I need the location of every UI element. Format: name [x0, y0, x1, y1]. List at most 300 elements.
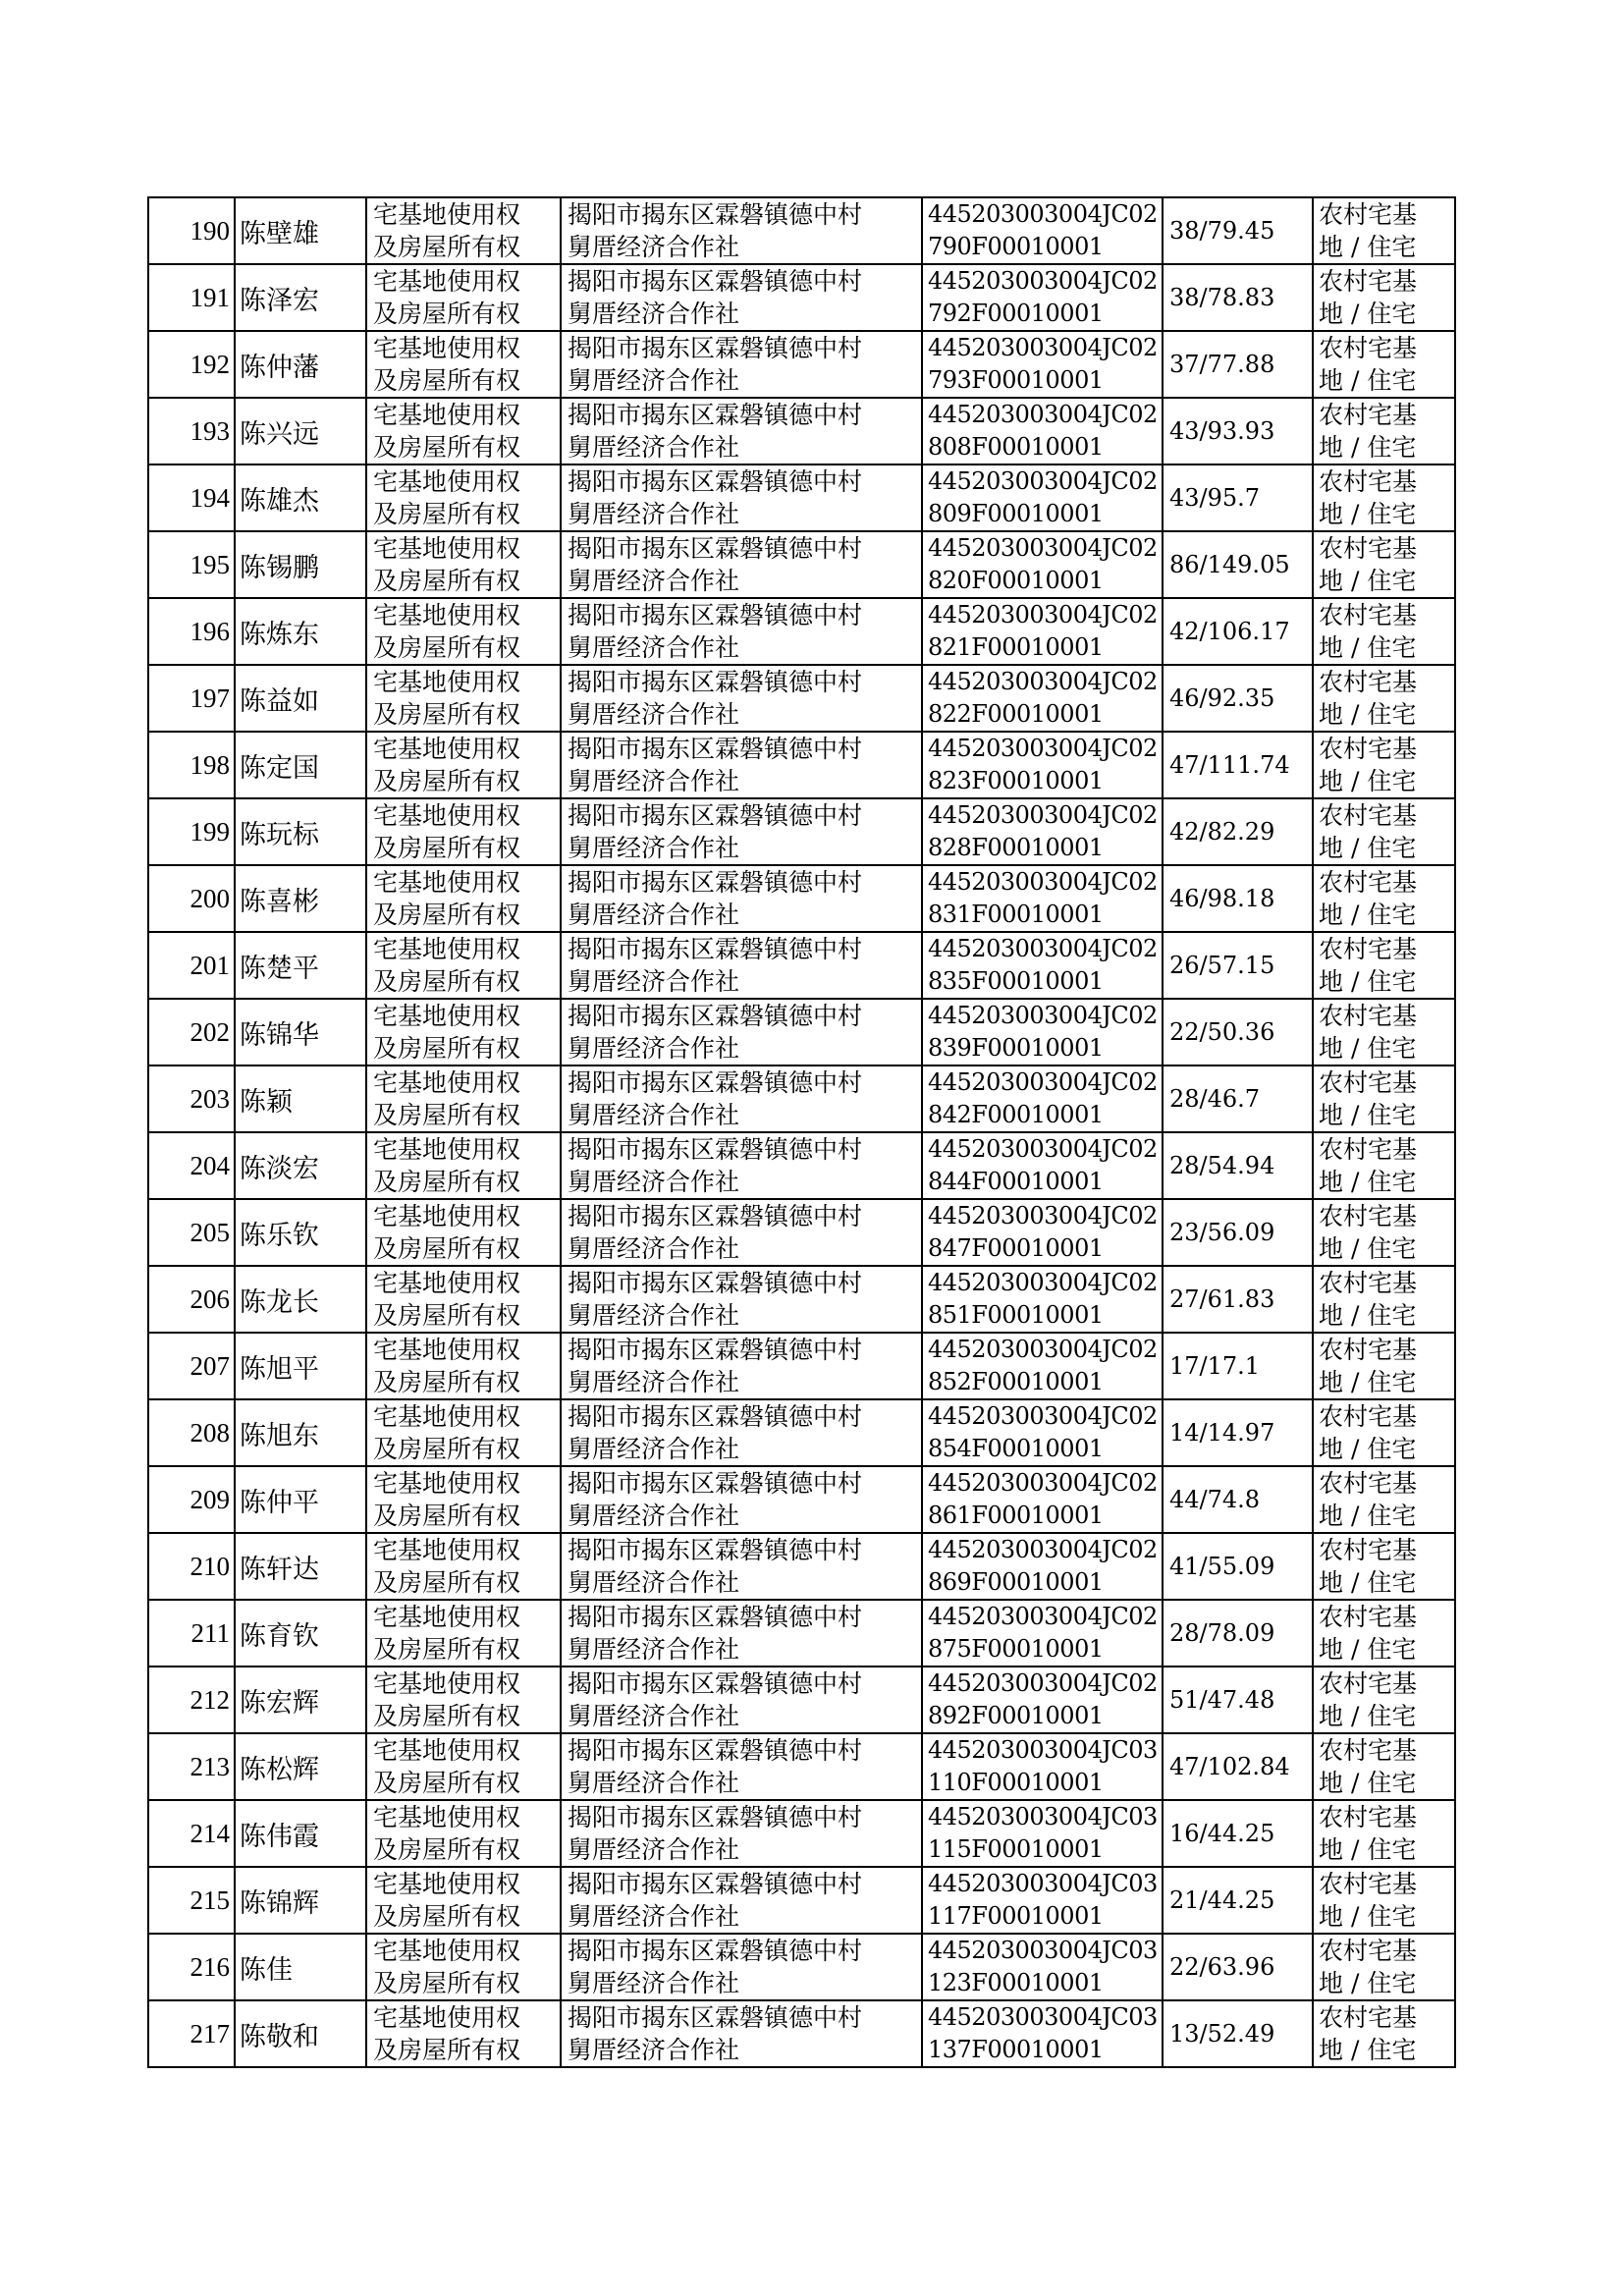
land-use-line-2: 地 / 住宅: [1319, 1301, 1417, 1330]
row-number: 192: [148, 331, 235, 398]
right-type-line-1: 宅基地使用权: [373, 735, 521, 763]
right-type-line-2: 及房屋所有权: [373, 767, 521, 795]
land-use-line-2: 地 / 住宅: [1319, 1435, 1417, 1463]
property-unit-code: [922, 264, 1163, 331]
property-unit-code-line-2: 828F00010001: [928, 834, 1104, 861]
area-value: 28/46.7: [1163, 1066, 1313, 1132]
table-row: [148, 464, 1455, 531]
owner-name: 陈锡鹏: [235, 531, 366, 598]
owner-organization-line-2: 舅厝经济合作社: [568, 567, 740, 595]
property-unit-code-line-2: 892F00010001: [928, 1702, 1104, 1729]
owner-organization-line-2: 舅厝经济合作社: [568, 1168, 740, 1196]
right-type-line-1: 宅基地使用权: [373, 1135, 521, 1164]
row-number: 208: [148, 1399, 235, 1466]
owner-organization-line-2: 舅厝经济合作社: [568, 2036, 740, 2064]
owner-organization: [561, 732, 922, 798]
land-use-line-2: 地 / 住宅: [1319, 1568, 1417, 1597]
land-use: [1313, 865, 1455, 932]
owner-organization-line-1: 揭阳市揭东区霖磐镇德中村: [568, 334, 863, 362]
property-unit-code: [922, 398, 1163, 464]
right-type-line-2: 及房屋所有权: [373, 1635, 521, 1664]
owner-organization-line-2: 舅厝经济合作社: [568, 1101, 740, 1129]
owner-organization-line-2: 舅厝经济合作社: [568, 834, 740, 862]
right-type: [366, 1266, 561, 1333]
property-unit-code-line-1: 445203003004JC02: [928, 1402, 1158, 1430]
property-unit-code-line-2: 854F00010001: [928, 1435, 1104, 1462]
right-type-line-1: 宅基地使用权: [373, 801, 521, 830]
owner-name: 陈轩达: [235, 1533, 366, 1600]
right-type-line-2: 及房屋所有权: [373, 2036, 521, 2064]
land-use-line-1: 农村宅基: [1319, 668, 1418, 696]
area-value: 26/57.15: [1163, 932, 1313, 999]
property-unit-code-line-1: 445203003004JC02: [928, 935, 1158, 962]
land-use-line-1: 农村宅基: [1319, 1336, 1418, 1364]
area-value: 28/78.09: [1163, 1600, 1313, 1667]
land-use-line-2: 地 / 住宅: [1319, 567, 1417, 595]
table-row: [148, 1533, 1455, 1600]
owner-organization-line-1: 揭阳市揭东区霖磐镇德中村: [568, 801, 863, 830]
property-unit-code: [922, 1132, 1163, 1199]
register-table-body: [148, 197, 1455, 2067]
register-table: [147, 196, 1456, 2068]
table-row: [148, 1466, 1455, 1533]
area-value: 86/149.05: [1163, 531, 1313, 598]
property-unit-code-line-1: 445203003004JC02: [928, 735, 1158, 762]
owner-organization: [561, 464, 922, 531]
right-type-line-1: 宅基地使用权: [373, 1603, 521, 1631]
owner-organization-line-2: 舅厝经济合作社: [568, 1702, 740, 1730]
area-value: 28/54.94: [1163, 1132, 1313, 1199]
property-unit-code: [922, 464, 1163, 531]
land-use-line-1: 农村宅基: [1319, 1269, 1418, 1297]
table-row: [148, 598, 1455, 665]
area-value: 13/52.49: [1163, 2000, 1313, 2067]
table-row: [148, 665, 1455, 732]
right-type: [366, 1066, 561, 1132]
owner-organization: [561, 197, 922, 264]
right-type-line-1: 宅基地使用权: [373, 2003, 521, 2032]
row-number: 206: [148, 1266, 235, 1333]
right-type-line-1: 宅基地使用权: [373, 1402, 521, 1431]
table-row: [148, 1600, 1455, 1667]
owner-organization-line-1: 揭阳市揭东区霖磐镇德中村: [568, 601, 863, 629]
owner-organization-line-1: 揭阳市揭东区霖磐镇德中村: [568, 1736, 863, 1765]
right-type: [366, 1132, 561, 1199]
property-unit-code-line-1: 445203003004JC03: [928, 1803, 1158, 1831]
row-number: 190: [148, 197, 235, 264]
right-type-line-1: 宅基地使用权: [373, 1002, 521, 1030]
property-unit-code-line-2: 822F00010001: [928, 700, 1104, 728]
property-unit-code: [922, 1867, 1163, 1934]
land-use-line-1: 农村宅基: [1319, 334, 1418, 362]
right-type-line-1: 宅基地使用权: [373, 1469, 521, 1498]
owner-organization: [561, 331, 922, 398]
property-unit-code-line-2: 851F00010001: [928, 1301, 1104, 1329]
owner-organization: [561, 865, 922, 932]
owner-name: 陈兴远: [235, 398, 366, 464]
row-number: 200: [148, 865, 235, 932]
land-use-line-2: 地 / 住宅: [1319, 233, 1417, 261]
row-number: 191: [148, 264, 235, 331]
table-row: [148, 2000, 1455, 2067]
owner-organization: [561, 1266, 922, 1333]
area-value: 46/98.18: [1163, 865, 1313, 932]
right-type-line-2: 及房屋所有权: [373, 700, 521, 729]
property-unit-code-line-1: 445203003004JC03: [928, 1736, 1158, 1764]
land-use-line-1: 农村宅基: [1319, 401, 1418, 429]
land-use: [1313, 1600, 1455, 1667]
right-type: [366, 1600, 561, 1667]
area-value: 38/79.45: [1163, 197, 1313, 264]
land-use-line-2: 地 / 住宅: [1319, 967, 1417, 996]
row-number: 214: [148, 1800, 235, 1867]
property-unit-code-line-2: 839F00010001: [928, 1034, 1104, 1062]
right-type-line-1: 宅基地使用权: [373, 200, 521, 229]
table-row: [148, 531, 1455, 598]
land-use-line-1: 农村宅基: [1319, 801, 1418, 830]
land-use: [1313, 1533, 1455, 1600]
table-row: [148, 865, 1455, 932]
owner-organization: [561, 798, 922, 865]
row-number: 216: [148, 1934, 235, 2000]
right-type-line-2: 及房屋所有权: [373, 567, 521, 595]
right-type-line-1: 宅基地使用权: [373, 1803, 521, 1831]
land-use: [1313, 197, 1455, 264]
land-use-line-2: 地 / 住宅: [1319, 1502, 1417, 1530]
owner-name: 陈益如: [235, 665, 366, 732]
land-use-line-1: 农村宅基: [1319, 267, 1418, 296]
property-unit-code-line-2: 808F00010001: [928, 433, 1104, 461]
owner-name: 陈炼东: [235, 598, 366, 665]
land-use-line-2: 地 / 住宅: [1319, 1234, 1417, 1263]
land-use-line-2: 地 / 住宅: [1319, 834, 1417, 862]
right-type: [366, 732, 561, 798]
owner-name: 陈锦华: [235, 999, 366, 1066]
owner-organization-line-1: 揭阳市揭东区霖磐镇德中村: [568, 935, 863, 963]
land-use: [1313, 1266, 1455, 1333]
table-row: [148, 999, 1455, 1066]
land-use: [1313, 1333, 1455, 1399]
property-unit-code: [922, 732, 1163, 798]
land-use: [1313, 1934, 1455, 2000]
property-unit-code-line-2: 869F00010001: [928, 1568, 1104, 1596]
owner-name: 陈乐钦: [235, 1199, 366, 1266]
property-unit-code-line-2: 844F00010001: [928, 1168, 1104, 1195]
right-type-line-2: 及房屋所有权: [373, 233, 521, 261]
right-type: [366, 398, 561, 464]
land-use: [1313, 999, 1455, 1066]
property-unit-code: [922, 1667, 1163, 1733]
table-row: [148, 1733, 1455, 1800]
area-value: 22/63.96: [1163, 1934, 1313, 2000]
row-number: 201: [148, 932, 235, 999]
right-type: [366, 1533, 561, 1600]
right-type-line-2: 及房屋所有权: [373, 1368, 521, 1396]
right-type-line-2: 及房屋所有权: [373, 1568, 521, 1597]
land-use-line-1: 农村宅基: [1319, 601, 1418, 629]
owner-organization-line-1: 揭阳市揭东区霖磐镇德中村: [568, 668, 863, 696]
owner-organization: [561, 398, 922, 464]
property-unit-code-line-2: 835F00010001: [928, 967, 1104, 995]
table-row: [148, 1132, 1455, 1199]
owner-organization: [561, 1333, 922, 1399]
property-unit-code-line-2: 117F00010001: [928, 1902, 1104, 1930]
land-use: [1313, 1733, 1455, 1800]
table-row: [148, 264, 1455, 331]
table-row: [148, 1199, 1455, 1266]
row-number: 203: [148, 1066, 235, 1132]
owner-organization: [561, 1466, 922, 1533]
owner-name: 陈玩标: [235, 798, 366, 865]
owner-name: 陈淡宏: [235, 1132, 366, 1199]
right-type: [366, 1667, 561, 1733]
property-unit-code-line-2: 821F00010001: [928, 633, 1104, 661]
owner-name: 陈育钦: [235, 1600, 366, 1667]
land-use-line-1: 农村宅基: [1319, 1068, 1418, 1097]
area-value: 44/74.8: [1163, 1466, 1313, 1533]
owner-name: 陈定国: [235, 732, 366, 798]
right-type-line-1: 宅基地使用权: [373, 1669, 521, 1698]
row-number: 210: [148, 1533, 235, 1600]
property-unit-code-line-1: 445203003004JC02: [928, 1603, 1158, 1630]
property-unit-code-line-1: 445203003004JC02: [928, 1202, 1158, 1229]
right-type-line-2: 及房屋所有权: [373, 1101, 521, 1129]
right-type-line-2: 及房屋所有权: [373, 1969, 521, 1997]
row-number: 198: [148, 732, 235, 798]
land-use-line-1: 农村宅基: [1319, 1803, 1418, 1831]
land-use-line-1: 农村宅基: [1319, 1135, 1418, 1164]
area-value: 16/44.25: [1163, 1800, 1313, 1867]
property-unit-code-line-1: 445203003004JC02: [928, 200, 1158, 228]
property-unit-code-line-2: 852F00010001: [928, 1368, 1104, 1395]
property-unit-code-line-2: 842F00010001: [928, 1101, 1104, 1128]
property-unit-code: [922, 1600, 1163, 1667]
owner-organization-line-1: 揭阳市揭东区霖磐镇德中村: [568, 1603, 863, 1631]
property-unit-code-line-2: 790F00010001: [928, 233, 1104, 260]
land-use: [1313, 398, 1455, 464]
right-type: [366, 932, 561, 999]
land-use: [1313, 464, 1455, 531]
owner-name: 陈龙长: [235, 1266, 366, 1333]
right-type-line-2: 及房屋所有权: [373, 1034, 521, 1063]
land-use: [1313, 264, 1455, 331]
owner-organization-line-2: 舅厝经济合作社: [568, 1568, 740, 1597]
property-unit-code-line-2: 115F00010001: [928, 1835, 1104, 1863]
area-value: 43/93.93: [1163, 398, 1313, 464]
right-type-line-2: 及房屋所有权: [373, 1234, 521, 1263]
land-use-line-1: 农村宅基: [1319, 1937, 1418, 1965]
land-use: [1313, 1867, 1455, 1934]
area-value: 51/47.48: [1163, 1667, 1313, 1733]
area-value: 41/55.09: [1163, 1533, 1313, 1600]
table-row: [148, 1066, 1455, 1132]
owner-organization-line-2: 舅厝经济合作社: [568, 901, 740, 929]
property-unit-code-line-1: 445203003004JC02: [928, 334, 1158, 361]
row-number: 197: [148, 665, 235, 732]
property-unit-code: [922, 1934, 1163, 2000]
property-unit-code-line-2: 875F00010001: [928, 1635, 1104, 1663]
owner-name: 陈旭平: [235, 1333, 366, 1399]
owner-organization: [561, 2000, 922, 2067]
property-unit-code-line-2: 809F00010001: [928, 500, 1104, 527]
owner-organization-line-2: 舅厝经济合作社: [568, 1435, 740, 1463]
owner-organization-line-1: 揭阳市揭东区霖磐镇德中村: [568, 1469, 863, 1498]
land-use: [1313, 732, 1455, 798]
property-unit-code-line-1: 445203003004JC02: [928, 668, 1158, 695]
right-type-line-1: 宅基地使用权: [373, 668, 521, 696]
area-value: 14/14.97: [1163, 1399, 1313, 1466]
property-unit-code: [922, 798, 1163, 865]
land-use: [1313, 331, 1455, 398]
property-unit-code-line-1: 445203003004JC02: [928, 267, 1158, 295]
property-unit-code-line-2: 831F00010001: [928, 901, 1104, 928]
owner-name: 陈雄杰: [235, 464, 366, 531]
land-use: [1313, 1800, 1455, 1867]
property-unit-code-line-2: 847F00010001: [928, 1234, 1104, 1262]
owner-organization-line-1: 揭阳市揭东区霖磐镇德中村: [568, 1402, 863, 1431]
area-value: 43/95.7: [1163, 464, 1313, 531]
owner-organization: [561, 1399, 922, 1466]
owner-organization-line-1: 揭阳市揭东区霖磐镇德中村: [568, 1536, 863, 1564]
land-use: [1313, 665, 1455, 732]
right-type-line-2: 及房屋所有权: [373, 633, 521, 662]
property-unit-code: [922, 1733, 1163, 1800]
property-unit-code-line-2: 110F00010001: [928, 1769, 1104, 1796]
property-unit-code-line-2: 137F00010001: [928, 2036, 1104, 2063]
area-value: 47/111.74: [1163, 732, 1313, 798]
table-row: [148, 1333, 1455, 1399]
property-unit-code-line-1: 445203003004JC03: [928, 1870, 1158, 1897]
land-use-line-2: 地 / 住宅: [1319, 1034, 1417, 1063]
table-row: [148, 197, 1455, 264]
right-type-line-2: 及房屋所有权: [373, 1301, 521, 1330]
owner-organization-line-2: 舅厝经济合作社: [568, 233, 740, 261]
property-unit-code-line-1: 445203003004JC02: [928, 401, 1158, 428]
owner-organization-line-2: 舅厝经济合作社: [568, 300, 740, 328]
row-number: 202: [148, 999, 235, 1066]
property-unit-code: [922, 665, 1163, 732]
land-use-line-2: 地 / 住宅: [1319, 366, 1417, 395]
owner-organization-line-1: 揭阳市揭东区霖磐镇德中村: [568, 1202, 863, 1230]
owner-organization-line-1: 揭阳市揭东区霖磐镇德中村: [568, 534, 863, 563]
land-use: [1313, 1667, 1455, 1733]
row-number: 211: [148, 1600, 235, 1667]
right-type-line-1: 宅基地使用权: [373, 267, 521, 296]
owner-organization-line-1: 揭阳市揭东区霖磐镇德中村: [568, 868, 863, 897]
right-type: [366, 264, 561, 331]
area-value: 21/44.25: [1163, 1867, 1313, 1934]
property-unit-code-line-1: 445203003004JC03: [928, 1937, 1158, 1964]
property-unit-code-line-2: 820F00010001: [928, 567, 1104, 594]
owner-organization-line-2: 舅厝经济合作社: [568, 433, 740, 462]
right-type: [366, 598, 561, 665]
land-use-line-2: 地 / 住宅: [1319, 633, 1417, 662]
row-number: 205: [148, 1199, 235, 1266]
owner-organization: [561, 1199, 922, 1266]
row-number: 195: [148, 531, 235, 598]
row-number: 196: [148, 598, 235, 665]
right-type: [366, 2000, 561, 2067]
right-type-line-1: 宅基地使用权: [373, 1269, 521, 1297]
table-row: [148, 732, 1455, 798]
owner-name: 陈旭东: [235, 1399, 366, 1466]
property-unit-code-line-1: 445203003004JC02: [928, 601, 1158, 628]
land-use-line-2: 地 / 住宅: [1319, 433, 1417, 462]
land-use-line-2: 地 / 住宅: [1319, 1702, 1417, 1730]
property-unit-code-line-2: 823F00010001: [928, 767, 1104, 794]
owner-name: 陈佳: [235, 1934, 366, 2000]
right-type-line-2: 及房屋所有权: [373, 1435, 521, 1463]
table-row: [148, 331, 1455, 398]
right-type-line-1: 宅基地使用权: [373, 1202, 521, 1230]
owner-organization: [561, 1600, 922, 1667]
land-use-line-1: 农村宅基: [1319, 200, 1418, 229]
land-use-line-1: 农村宅基: [1319, 735, 1418, 763]
area-value: 27/61.83: [1163, 1266, 1313, 1333]
owner-organization-line-2: 舅厝经济合作社: [568, 700, 740, 729]
table-row: [148, 932, 1455, 999]
owner-organization-line-1: 揭阳市揭东区霖磐镇德中村: [568, 401, 863, 429]
property-unit-code-line-1: 445203003004JC02: [928, 1135, 1158, 1163]
owner-organization-line-2: 舅厝经济合作社: [568, 1835, 740, 1864]
land-use: [1313, 1132, 1455, 1199]
property-unit-code: [922, 1333, 1163, 1399]
land-use-line-2: 地 / 住宅: [1319, 300, 1417, 328]
right-type-line-1: 宅基地使用权: [373, 1937, 521, 1965]
right-type-line-1: 宅基地使用权: [373, 467, 521, 496]
table-row: [148, 1266, 1455, 1333]
property-unit-code: [922, 999, 1163, 1066]
owner-organization: [561, 932, 922, 999]
owner-organization: [561, 1066, 922, 1132]
right-type-line-2: 及房屋所有权: [373, 1702, 521, 1730]
owner-organization-line-1: 揭阳市揭东区霖磐镇德中村: [568, 1068, 863, 1097]
property-unit-code-line-1: 445203003004JC02: [928, 467, 1158, 495]
right-type-line-1: 宅基地使用权: [373, 868, 521, 897]
property-unit-code: [922, 598, 1163, 665]
owner-organization: [561, 1132, 922, 1199]
land-use-line-1: 农村宅基: [1319, 935, 1418, 963]
land-use-line-2: 地 / 住宅: [1319, 767, 1417, 795]
land-use: [1313, 1066, 1455, 1132]
property-unit-code: [922, 1399, 1163, 1466]
owner-organization: [561, 598, 922, 665]
right-type-line-1: 宅基地使用权: [373, 334, 521, 362]
owner-name: 陈壁雄: [235, 197, 366, 264]
owner-organization-line-2: 舅厝经济合作社: [568, 366, 740, 395]
right-type: [366, 531, 561, 598]
right-type: [366, 1934, 561, 2000]
right-type-line-2: 及房屋所有权: [373, 1502, 521, 1530]
row-number: 215: [148, 1867, 235, 1934]
owner-organization-line-1: 揭阳市揭东区霖磐镇德中村: [568, 1937, 863, 1965]
land-use-line-1: 农村宅基: [1319, 1870, 1418, 1898]
land-use: [1313, 1199, 1455, 1266]
owner-name: 陈敬和: [235, 2000, 366, 2067]
property-unit-code: [922, 1066, 1163, 1132]
land-use-line-1: 农村宅基: [1319, 1202, 1418, 1230]
property-unit-code-line-1: 445203003004JC02: [928, 1269, 1158, 1296]
property-unit-code-line-1: 445203003004JC02: [928, 1469, 1158, 1497]
property-unit-code-line-1: 445203003004JC03: [928, 2003, 1158, 2031]
right-type: [366, 464, 561, 531]
owner-organization-line-2: 舅厝经济合作社: [568, 1769, 740, 1797]
property-unit-code-line-2: 861F00010001: [928, 1502, 1104, 1529]
owner-organization-line-2: 舅厝经济合作社: [568, 1502, 740, 1530]
right-type: [366, 865, 561, 932]
right-type-line-1: 宅基地使用权: [373, 534, 521, 563]
right-type-line-1: 宅基地使用权: [373, 401, 521, 429]
